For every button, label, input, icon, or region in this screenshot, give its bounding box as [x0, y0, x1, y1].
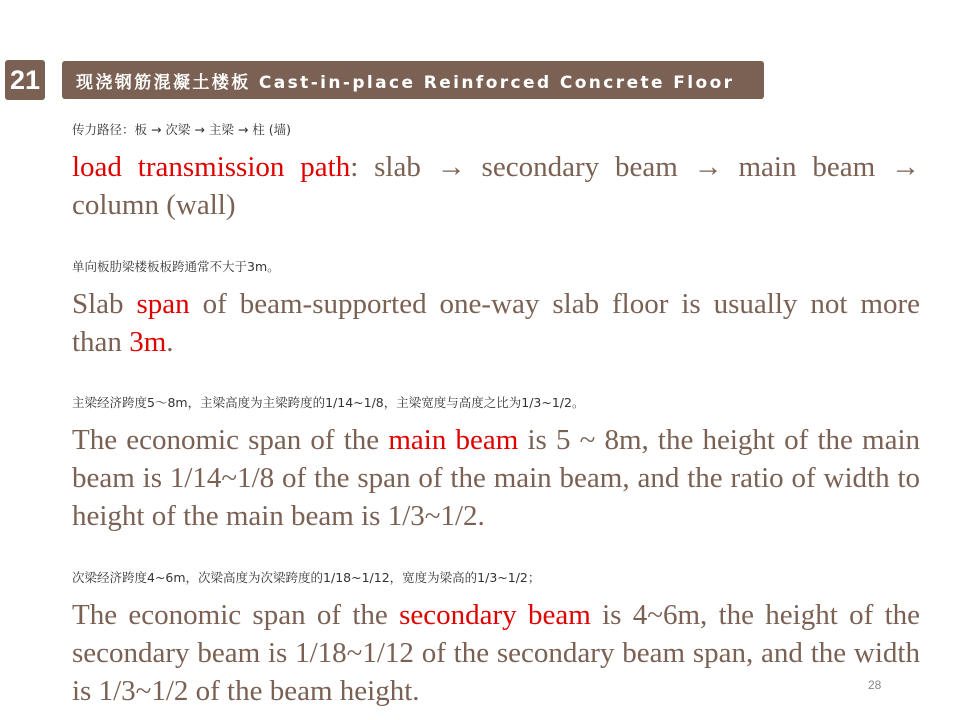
content-block-secondary-beam — [72, 570, 920, 710]
text-segment: : slab → secondary beam → main beam → column (wall) — [72, 151, 920, 221]
text-segment: of beam-supported one-way slab floor is usually not more than — [72, 288, 920, 358]
highlighted-term: span — [136, 288, 190, 320]
text-segment: Slab — [72, 288, 137, 320]
text-segment: . — [166, 326, 174, 358]
text-segment: The economic span of the — [72, 599, 400, 631]
english-text — [72, 421, 920, 535]
chinese-text: 次梁经济跨度4~6m，次梁高度为次梁跨度的1/18~1/12，宽度为梁高的1/3~1/2； — [72, 570, 541, 585]
highlighted-term: 3m — [129, 326, 167, 358]
english-text — [72, 596, 920, 710]
chinese-text: 主梁经济跨度5～8m，主梁高度为主梁跨度的1/14~1/8，主梁宽度与高度之比为1/3~1/2。 — [72, 395, 585, 410]
chinese-text: 单向板肋梁楼板板跨通常不大于3m。 — [72, 259, 280, 274]
content-block-main-beam — [72, 395, 920, 535]
slide-title: 现浇钢筋混凝土楼板 Cast-in-place Reinforced Concrete Floor — [62, 61, 764, 99]
content-block-load-path — [72, 122, 920, 224]
highlighted-term: main beam — [388, 424, 519, 456]
text-segment: The economic span of the — [72, 424, 389, 456]
english-text — [72, 285, 920, 361]
text-segment: is 4~6m, the height of the secondary beam is 1/18~1/12 of the secondary beam span, and the width is 1/3~1/2 of the beam height. — [72, 599, 921, 707]
page-number: 28 — [868, 678, 882, 692]
english-text — [72, 148, 920, 224]
content-block-slab-span — [72, 259, 920, 361]
highlighted-term: load transmission path — [72, 151, 351, 183]
chinese-text: 传力路径：板 → 次梁 → 主梁 → 柱 (墙) — [72, 122, 291, 137]
slide-number-badge: 21 — [5, 60, 45, 100]
text-segment: is 5 ~ 8m, the height of the main beam is 1/14~1/8 of the span of the main beam, and the ratio of width to height of the main beam is 1/3~1/2. — [72, 424, 921, 532]
highlighted-term: secondary beam — [399, 599, 591, 631]
